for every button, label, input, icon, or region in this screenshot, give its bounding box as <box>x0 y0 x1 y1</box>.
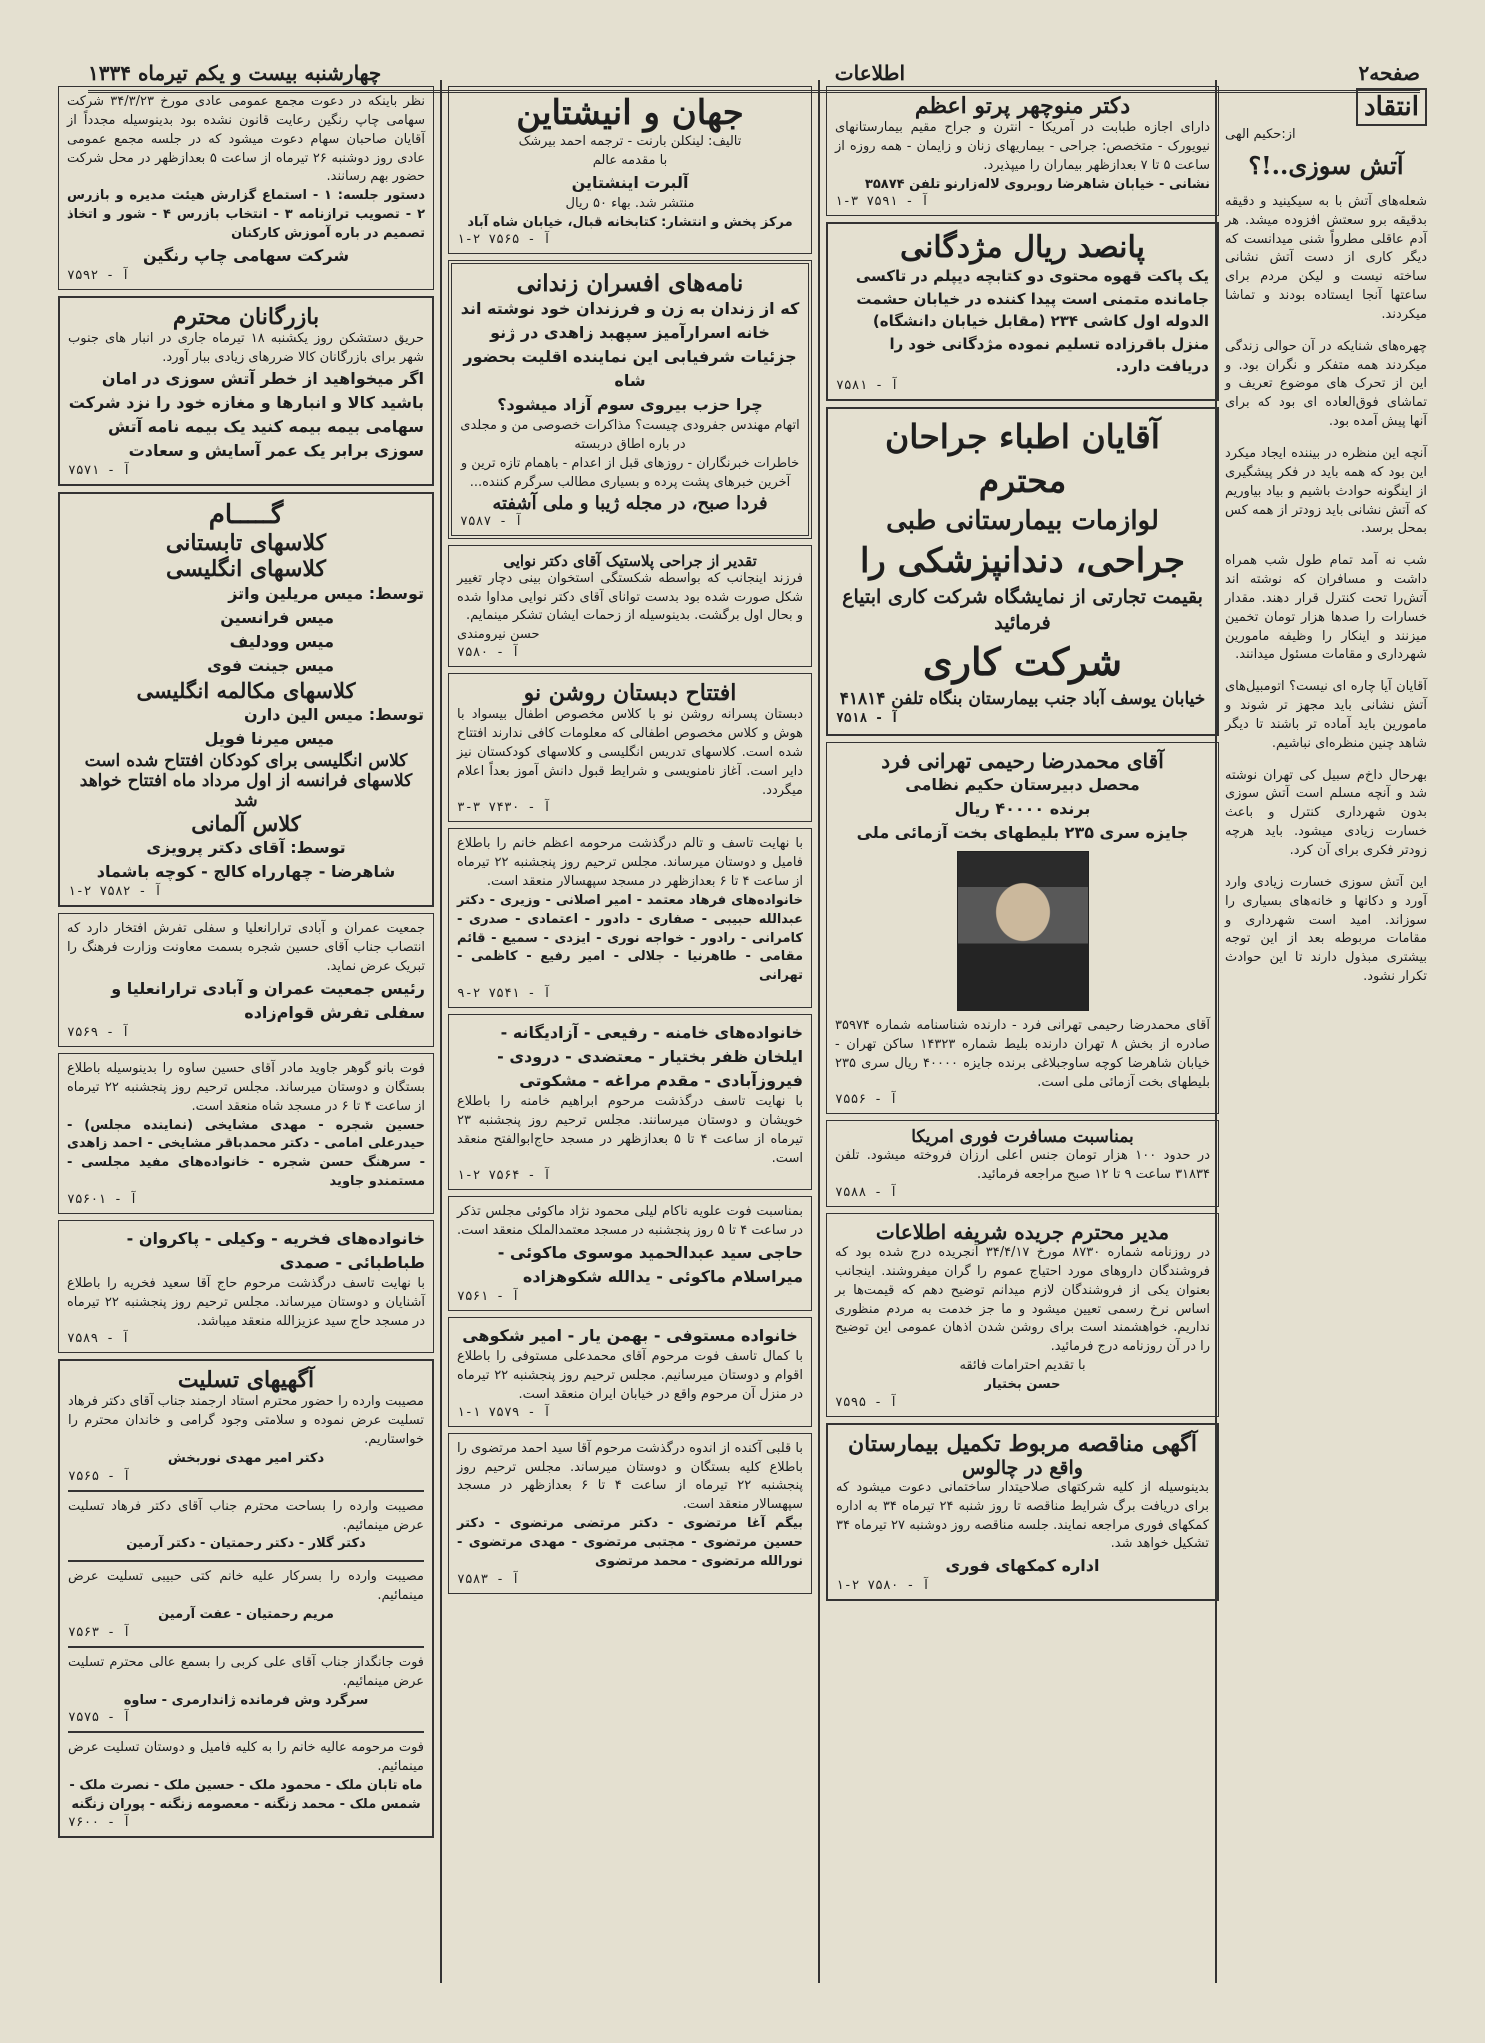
critique-paragraph: آقایان آیا چاره ای نیست؟ اتومبیل‌های آتش نشانی باید مجهز تر شوند و مامورین باید آماده تر باشند تا دیگر شاهد چنین منظره‌ای نباشیم. <box>1225 679 1427 751</box>
mourning-text: فوت بانو گوهر جاوید مادر آقای حسین ساوه را بدینوسیله باطلاع بستگان و دوستان میرساند. مجلس ترحیم روز پنجشنبه ۲۲ تیرماه از ساعت ۴ تا ۶ در مسجد شاه منعقد است. <box>67 1060 425 1114</box>
bigad-line: بقیمت تجارتی از نمایشگاه شرکت کاری ابتیاع فرمائید <box>842 585 1203 634</box>
einstein-book-ad <box>448 86 812 254</box>
notice-signer: شرکت سهامی چاپ رنگین <box>142 245 350 265</box>
school-opening-ad <box>448 673 812 822</box>
condolence-text: فوت جانگداز جناب آقای علی کربی را بسمع عالی محترم تسلیت عرض مینمائیم. <box>68 1654 424 1689</box>
lottery-winner-ad <box>826 742 1219 1114</box>
condolence-section <box>58 1359 434 1837</box>
book-line: مرکز پخش و انتشار: کتابخانه قبال، خیابان شاه آباد <box>467 214 793 230</box>
gam-line: میس وودلیف <box>229 632 334 652</box>
letter-sign: با تقدیم احترامات فائقه <box>959 1358 1086 1374</box>
gam-line: کلاس انگلیسی برای کودکان افتتاح شده است <box>84 751 408 772</box>
ads-column-3 <box>440 80 820 1983</box>
ad-reference: آ - ۷۵۵۶ <box>835 1092 898 1108</box>
tender-subtitle: واقع در چالوس <box>962 1456 1083 1479</box>
tender-sign: اداره کمکهای فوری <box>945 1556 1100 1576</box>
prison-line: خانه اسرارآمیز سپهبد زاهدی در ژنو <box>490 323 770 343</box>
mourning-text: با نهایت تاسف درگذشت مرحوم حاج آقا سعید فخریه را باطلاع آشنایان و دوستان میرساند. مجلس ترحیم روز پنجشنبه ۲۲ تیرماه در مسجد حاج سید عزیزالله منعقد میباشد. <box>67 1275 425 1329</box>
thanks-signer: حسن نیرومندی <box>457 627 540 643</box>
ad-reference: آ - ۷۵۸۱ <box>836 377 899 393</box>
ad-reference: آ - ۷۵۶۳ <box>68 1624 131 1640</box>
condolence-signer: ماه تابان ملک - محمود ملک - حسین ملک - نصرت ملک - شمس ملک - محمد زنگنه - معصومه زنگنه - پوران زنگنه <box>69 1778 423 1812</box>
ad-reference: آ - ۷۵۸۸ <box>835 1185 898 1201</box>
ad-reference: آ - ۷۵۶۹ <box>67 1024 130 1040</box>
critique-headline: آتش سوزی..!؟ <box>1248 150 1404 180</box>
gam-line: توسط: آقای دکتر پرویزی <box>146 838 346 858</box>
ad-reference: آ - ۷۶۰۰ <box>68 1814 131 1830</box>
mourning-text: با نهایت تاسف و تالم درگذشت مرحومه اعظم خانم را باطلاع فامیل و دوستان میرساند. مجلس ترحیم روز پنجشنبه ۲۲ تیرماه از ساعت ۴ تا ۶ بعدازظهر در مسجد سپهسالار منعقد است. <box>457 836 803 890</box>
ads-column-4 <box>52 80 440 1983</box>
winner-line: جایزه سری ۲۳۵ بلیطهای بخت آزمائی ملی <box>856 823 1189 843</box>
gam-classes-ad <box>58 492 434 907</box>
mourning-family: حاجی سید عبدالحمید موسوی ماکوئی - میراسلام ماکوئی - یدالله شکوهزاده <box>497 1243 803 1287</box>
gam-line: کلاسهای فرانسه از اول مرداد ماه افتتاح خواهد شد <box>79 771 413 812</box>
company-address: خیابان یوسف آباد جنب بیمارستان بنگاه تلفن ۴۱۸۱۴ <box>839 688 1206 709</box>
prison-line: که از زندان به زن و فرزندان خود نوشته اند <box>460 299 800 319</box>
prison-line: چرا حزب بیروی سوم آزاد میشود؟ <box>497 395 763 415</box>
notice-text: نظر باینکه در دعوت مجمع عمومی عادی مورخ ۳۴/۳/۲۳ شرکت سهامی چاپ رنگین رعایت قانون نشده بود بدینوسیله مجدداً از آقایان صاحبان سهام دعوت میشود که در جلسه مجمع عمومی عادی روز دوشنبه ۲۶ تیرماه از ساعت ۵ بعدازظهر در محل شرکت حضور بهم رسانند. <box>67 94 425 185</box>
insurance-title: بازرگانان محترم <box>172 303 320 330</box>
critique-paragraph: شعله‌های آتش با به سیکینید و دقیقه بدقیقه برو سعتش افزوده میشد. هر آدم عاقلی مطرواً شنی میدانست که دیگر کاری از دست آتش نشانی ساخته نیست و لیکن مردم برای ساعتها آنجا ایستاده بودند و تماشا میکردند. <box>1225 193 1427 322</box>
congrats-text: جمعیت عمران و آبادی ترارانعلیا و سفلی تفرش افتخار دارد که انتصاب جناب آقای حسین شجره بسمت معاونت وزارت فرهنگ را تبریک عرض نماید. <box>67 921 425 975</box>
gam-line: توسط: میس مریلین واتز <box>228 584 424 604</box>
insurance-bold-text: اگر میخواهید از خطر آتش سوزی در امان باشید کالا و انبارها و مغازه خود را نزد شرکت سهامی بیمه بیمه کنید یک بیمه نامه آتش سوزی برابر یک عمر آسایش و سعادت <box>68 369 424 461</box>
usa-title: بمناسبت مسافرت فوری امریکا <box>911 1127 1134 1148</box>
book-line: آلبرت اینشتاین <box>571 172 689 192</box>
gam-line: کلاسهای انگلیسی <box>165 556 327 583</box>
condolence-text: مصیبت وارده را بساحت محترم جناب آقای دکتر فرهاد تسلیت عرض مینمائیم. <box>68 1498 424 1533</box>
condolence-text: فوت مرحومه عالیه خانم را به کلیه فامیل و دوستان تسلیت عرض مینمائیم. <box>68 1740 424 1775</box>
thanks-title: تقدیر از جراحی پلاستیک آقای دکتر نوایی <box>503 551 757 570</box>
ad-reference: آ - ۷۵۸۲ ۲-۱ <box>68 884 162 900</box>
notice-agenda: دستور جلسه: ۱ - استماع گزارش هیئت مدیره و بازرس ۲ - تصویب ترازنامه ۳ - انتخاب بازرس ۴ - شور و اتخاذ تصمیم در باره آموزش کارکنان <box>67 188 425 241</box>
gam-line: توسط: میس الین دارن <box>243 705 424 725</box>
condolence-signer: سرگرد وش فرمانده ژاندارمری - ساوه <box>123 1692 369 1708</box>
reward-ad <box>826 222 1219 401</box>
mourning-ad <box>448 1014 812 1190</box>
congrats-signer: رئیس جمعیت عمران و آبادی ترارانعلیا و سفلی تفرش قوام‌زاده <box>111 978 425 1022</box>
critique-byline: از:حکیم الهی <box>1225 127 1296 142</box>
mourning-ad <box>58 1053 434 1214</box>
issue-date: چهارشنبه بیست و یکم تیرماه ۱۳۳۴ <box>88 61 382 85</box>
ad-reference: آ - ۷۵۸۹ <box>67 1331 130 1347</box>
shareholders-notice <box>58 86 434 290</box>
ad-reference: آ - ۷۵۷۵ <box>68 1710 131 1726</box>
condolence-title: آگهیهای تسلیت <box>177 1367 315 1394</box>
prison-line: خاطرات خبرنگاران - روزهای قبل از اعدام - باهمام تازه ترین و آخرین خبرهای پشت پرده و بسیاری مطالب سرگرم کننده... <box>460 456 800 490</box>
bigad-line: جراحی، دندانپزشکی را <box>859 541 1186 582</box>
critique-column <box>1215 80 1435 1983</box>
book-line: با مقدمه عالم <box>592 152 668 168</box>
ad-reference: آ - ۷۵۷۱ <box>68 463 131 479</box>
ad-reference: آ - ۷۵۶۵ ۲-۱ <box>457 232 551 248</box>
thanks-text: فرزند اینجانب که بواسطه شکستگی استخوان بینی دچار تغییر شکل صورت شده بود بدست توانای آقای دکتر نوایی مداوا شده و بحال اول برگشت. بدینوسیله از زحمات ایشان تشکر مینمایم. <box>457 570 803 624</box>
prison-line: اتهام مهندس جفرودی چیست؟ مذاکرات خصوصی من و مجلدی در باره اطاق دربسته <box>460 418 800 453</box>
winner-photo <box>957 851 1089 1011</box>
mourning-text: بمناسبت فوت علویه ناکام لیلی محمود نژاد ماکوئی مجلس تذکر در ساعت ۴ تا ۵ روز پنجشنبه در مسجد معتمدالملک منعقد است. <box>457 1204 803 1239</box>
gam-address: شاهرضا - چهارراه کالج - کوچه باشماد <box>96 862 396 882</box>
ad-reference: آ - ۷۵۴۱ ۲-۹ <box>457 986 551 1002</box>
mourning-family: بیگم آغا مرتضوی - دکتر مرتضی مرتضوی - دکتر حسین مرتضوی - مجتبی مرتضوی - مهدی مرتضوی - نورالله مرتضوی - محمد مرتضوی <box>457 1516 803 1569</box>
tender-title: آگهی مناقصه مربوط تکمیل بیمارستان <box>847 1430 1197 1457</box>
mourning-ad <box>448 1196 812 1311</box>
ad-reference: آ - ۷۵۱۸ <box>836 711 899 727</box>
tender-text: بدینوسیله از کلیه شرکتهای صلاحیتدار ساختمانی دعوت میشود که برای دریافت برگ شرایط مناقصه تا روز شنبه ۲۴ تیرماه ۳۴ به اداره کمکهای فوری مراجعه نمایند. جلسه مناقصه روز دوشنبه ۲۷ تیرماه ۳۴ تشکیل خواهد شد. <box>836 1479 1209 1552</box>
ad-reference: آ - ۷۵۹۱ ۳-۱ <box>835 194 929 210</box>
letter-text: در روزنامه شماره ۸۷۳۰ مورخ ۳۴/۴/۱۷ آنجریده درج شده بود که فروشندگان داروهای مورد احتیاج عموم را گران میفروشند. اینجانب بعنوان یکی از فروشندگان لازم میدانم توضیح دهم که قیمت‌ها بر اساس نرخ رسمی تعیین میشود و ما جز خدمت به مردم منظوری نداریم. خواهشمند است برای روشن شدن اذهان عمومی این توضیح را در آن روزنامه درج فرمائید. <box>835 1245 1210 1355</box>
ad-reference: آ - ۷۵۸۷ <box>460 513 523 529</box>
mourning-family: خانواده‌های خامنه - رفیعی - آزادیگانه - ایلخان ظفر بختیار - معتضدی - درودی - فیروزآبادی - مقدم مراغه - مشکوتی <box>497 1023 803 1091</box>
ad-reference: آ - ۷۵۹۲ <box>67 267 130 283</box>
book-line: تالیف: لینکلن بارنت - ترجمه احمد بیرشک <box>518 134 742 149</box>
mourning-text: با قلبی آکنده از اندوه درگذشت مرحوم آقا سید احمد مرتضوی را باطلاع کلیه بستگان و دوستان میرساند. مجلس ترحیم روز پنجشنبه ۲۲ تیرماه از ساعت ۴ تا ۶ بعدازظهر در مسجد سپهسالار منعقد است. <box>457 1440 803 1513</box>
ad-reference: آ - ۷۵۶۰۱ <box>67 1191 138 1207</box>
critique-paragraph: شب نه آمد تمام طول شب همراه داشت و مسافران که نوشته اند آتش‌را تحت کنترل قرار دهند. مقدار خسارات را صدها هزار تومان تخمین میزنند و اینکار را وظیفه مامورین شهرداری و مقامات مسئول میدانند. <box>1225 553 1427 663</box>
mourning-family: خانواده‌های فرهاد معتمد - امیر اصلانی - وزیری - دکتر عبدالله حبیبی - صفاری - دادور - اعتمادی - صدری - کامرانی - رادور - خواجه نوری - ایزدی - سمیع - قائم مقامی - طاهرنیا - جلالی - امیر رفیع - کاظمی - تهرانی <box>457 892 803 984</box>
mourning-ad <box>448 1433 812 1594</box>
congrats-ad <box>58 913 434 1047</box>
book-line: منتشر شد. بهاء ۵۰ ریال <box>565 195 695 211</box>
doctor-name: دکتر منوچهر پرتو اعظم <box>914 93 1131 119</box>
doctor-ad <box>826 86 1219 216</box>
winner-caption: آقای محمدرضا رحیمی تهرانی فرد - دارنده شناسنامه شماره ۳۵۹۷۴ صادره از بخش ۸ تهران دارنده بلیط شماره ۱۴۳۲۳ ساکن تهران - خیابان شاهرضا کوچه ساوجبلاغی برنده جایزه ۴۰۰۰۰ ریال سری ۲۳۵ بلیطهای بخت آزمائی ملی است. <box>835 1018 1211 1090</box>
mourning-ad <box>58 1220 434 1354</box>
page-number: صفحه۲ <box>1358 61 1420 85</box>
ads-column-2 <box>820 80 1225 1983</box>
gam-line: میس جینت فوی <box>207 656 334 676</box>
ad-reference: آ - ۷۵۹۵ <box>835 1394 898 1410</box>
school-text: دبستان پسرانه روشن نو با کلاس مخصوص اطفال بیسواد با هوش و کلاس مخصوص اطفالی که معلومات کافی ندارند افتتاح شده است. کلاسهای تدریس انگلیسی و کلاسهای کودکستان نیز دایر است. آغاز نامنویسی و شرایط قبول دانش آموز بعداً اعلام میگردد. <box>457 707 803 798</box>
ad-reference: آ - ۷۵۸۳ <box>457 1571 520 1587</box>
prison-line: جزئیات شرفیابی این نماینده اقلیت بحضور شاه <box>463 347 797 391</box>
condolence-text: مصیبت وارده را حضور محترم استاد ارجمند جناب آقای دکتر فرهاد تسلیت عرض نموده و سلامتی وجود گرامی و خاندان محترم را خواستاریم. <box>68 1394 424 1448</box>
winner-line: محصل دبیرستان حکیم نظامی <box>905 775 1140 795</box>
reward-text: یک پاکت قهوه محتوی دو کتابچه دیپلم در تاکسی جامانده متمنی است پیدا کننده در خیابان حشمت الدوله اول کاشی ۲۳۴ (مقابل خیابان دانشگاه) منزل باقرزاده تسلیم نموده مژدگانی خود را دریافت دارد. <box>855 267 1209 376</box>
critique-paragraph: بهرحال داخ‌م سبیل کی تهران نوشته شد و آنچه مسلم است آتش سوزی بدون شهرداری کنترل و باعث خسارت زیادی میشود. باید هرچه زودتر فکری برای آن کرد. <box>1225 767 1427 858</box>
ad-reference: آ - ۷۵۶۴ ۲-۱ <box>457 1168 551 1184</box>
company-name: شرکت کاری <box>922 639 1123 685</box>
mourning-ad <box>448 1317 812 1427</box>
condolence-text: مصیبت وارده را بسرکار علیه خانم کتی حبیبی تسلیت عرض مینمائیم. <box>68 1569 424 1604</box>
prison-title: نامه‌های افسران زندانی <box>516 270 744 298</box>
letter-title: مدیر محترم جریده شریفه اطلاعات <box>875 1220 1170 1245</box>
bigad-line: لوازمات بیمارستانی طبی <box>886 505 1159 536</box>
ad-reference: آ - ۷۵۸۰ ۲-۱ <box>836 1578 930 1594</box>
medical-supplies-ad <box>826 407 1219 736</box>
paper-name: اطلاعات <box>834 61 906 85</box>
gam-line: میس فرانسین <box>220 608 334 628</box>
doctor-text: دارای اجازه طبابت در آمریکا - انترن و جراح مقیم بیمارستانهای نیویورک - متخصص: جراحی - بیماریهای زنان و زایمان - همه روزه از ساعت ۵ تا ۷ بعدازظهر بیماران را میپذیرد. <box>835 120 1210 173</box>
prison-line: فردا صبح، در مجله ژیبا و ملی آشفته <box>492 492 768 514</box>
ad-reference: آ - ۷۵۶۱ <box>457 1289 520 1305</box>
condolence-signer: دکتر امیر مهدی نوربخش <box>167 1450 325 1466</box>
ad-reference: آ - ۷۵۸۰ <box>457 645 520 661</box>
mourning-ad <box>448 828 812 1008</box>
ad-reference: آ - ۷۵۷۹ ۱-۱ <box>457 1404 551 1420</box>
insurance-ad <box>58 296 434 487</box>
usa-text: در حدود ۱۰۰ هزار تومان جنس اعلی ارزان فروخته میشود. تلفن ۳۱۸۳۴ ساعت ۹ تا ۱۲ صبح مراجعه فرمائید. <box>835 1148 1210 1183</box>
mourning-family: خانواده مستوفی - بهمن یار - امیر شکوهی <box>462 1326 798 1346</box>
critique-paragraph: این آتش سوزی خسارت زیادی وارد آورد و دکانها و خانه‌های بسیاری را سوزاند. امید است شهرداری و مقامات مربوطه بعد از این توجه بیشتری مبذول دارند تا این حوادث تکرار نشود. <box>1225 874 1427 985</box>
ad-reference: آ - ۷۴۳۰ ۳-۳ <box>457 800 551 816</box>
school-title: افتتاح دبستان روشن نو <box>523 680 737 707</box>
insurance-text: حریق دستشکن روز یکشنبه ۱۸ تیرماه جاری در انبار های جنوب شهر برای بازرگانان کالا ضررهای زیادی ببار آورد. <box>68 330 424 365</box>
thanks-ad <box>448 545 812 667</box>
condolence-signer: دکتر گلار - دکتر رحمتیان - دکتر آرمین <box>126 1536 366 1552</box>
tender-ad <box>826 1423 1219 1601</box>
mourning-family: حسین شجره - مهدی مشایخی (نماینده مجلس) - حیدرعلی امامی - دکتر محمدباقر مشایخی - احمد زاهدی - سرهنگ حسن شجره - خانواده‌های مفید مجلسی - مستمندو جاوید <box>67 1117 425 1190</box>
condolence-signer: مریم رحمتیان - عفت آرمین <box>158 1607 334 1622</box>
prisoner-letters-ad <box>448 260 812 538</box>
book-title: جهان و انیشتاین <box>516 93 744 133</box>
critique-paragraph: آنچه این منظره در بیننده ایجاد میکرد این بود که همه باید در فکر پیشگیری از اینگونه حوادث باشیم و بیاد بیاوریم که آتش نشانی باید زودتر از همه کس بمحل برسد. <box>1225 445 1427 537</box>
gam-title: گـــــام <box>208 500 284 531</box>
winner-name: آقای محمدرضا رحیمی تهرانی فرد <box>881 749 1164 774</box>
mourning-text: با نهایت تاسف درگذشت مرحوم ابراهیم خامنه را باطلاع خویشان و دوستان میرسانند. مجلس ترحیم روز پنجشنبه ۲۳ تیرماه از ساعت ۴ تا ۵ بعدازظهر در مسجد حاج‌ابوالفتح منعقد است. <box>457 1094 803 1166</box>
gam-line: کلاس آلمانی <box>191 811 301 837</box>
gam-line: میس میرنا فویل <box>204 729 334 749</box>
usa-travel-ad <box>826 1120 1219 1207</box>
mourning-family: خانواده‌های فخریه - وکیلی - پاکروان - طباطبائی - صمدی <box>126 1228 425 1272</box>
letter-to-editor <box>826 1213 1219 1417</box>
doctor-address: نشانی - خیابان شاهرضا روبروی لاله‌زارنو تلفن ۳۵۸۷۴ <box>864 176 1210 192</box>
bigad-line: آقایان اطباء جراحان محترم <box>885 416 1160 501</box>
gam-line: کلاسهای تابستانی <box>165 530 327 557</box>
mourning-text: با کمال تاسف فوت مرحوم آقای محمدعلی مستوفی را باطلاع اقوام و دوستان میرسانیم. مجلس ترحیم روز پنجشنبه ۲۲ تیرماه در منزل آن مرحوم واقع در خیابان ایران منعقد است. <box>457 1349 803 1402</box>
ad-reference: آ - ۷۵۶۵ <box>68 1468 131 1484</box>
critique-paragraph: چهره‌های شنایکه در آن حوالی زندگی میکردند همه متفکر و نگران بود. و این از تحرک های موضوع تعریف و تماشای فوق‌العاده ای بود که برای آنها پیش آمده بود. <box>1225 338 1427 430</box>
winner-line: برنده ۴۰۰۰۰ ریال <box>954 799 1091 819</box>
gam-line: کلاسهای مکالمه انگلیسی <box>136 678 356 704</box>
reward-title: پانصد ریال مژدگانی <box>899 230 1146 266</box>
letter-signer: حسن بختیار <box>984 1376 1061 1392</box>
critique-section-title: انتقاد <box>1356 88 1427 126</box>
